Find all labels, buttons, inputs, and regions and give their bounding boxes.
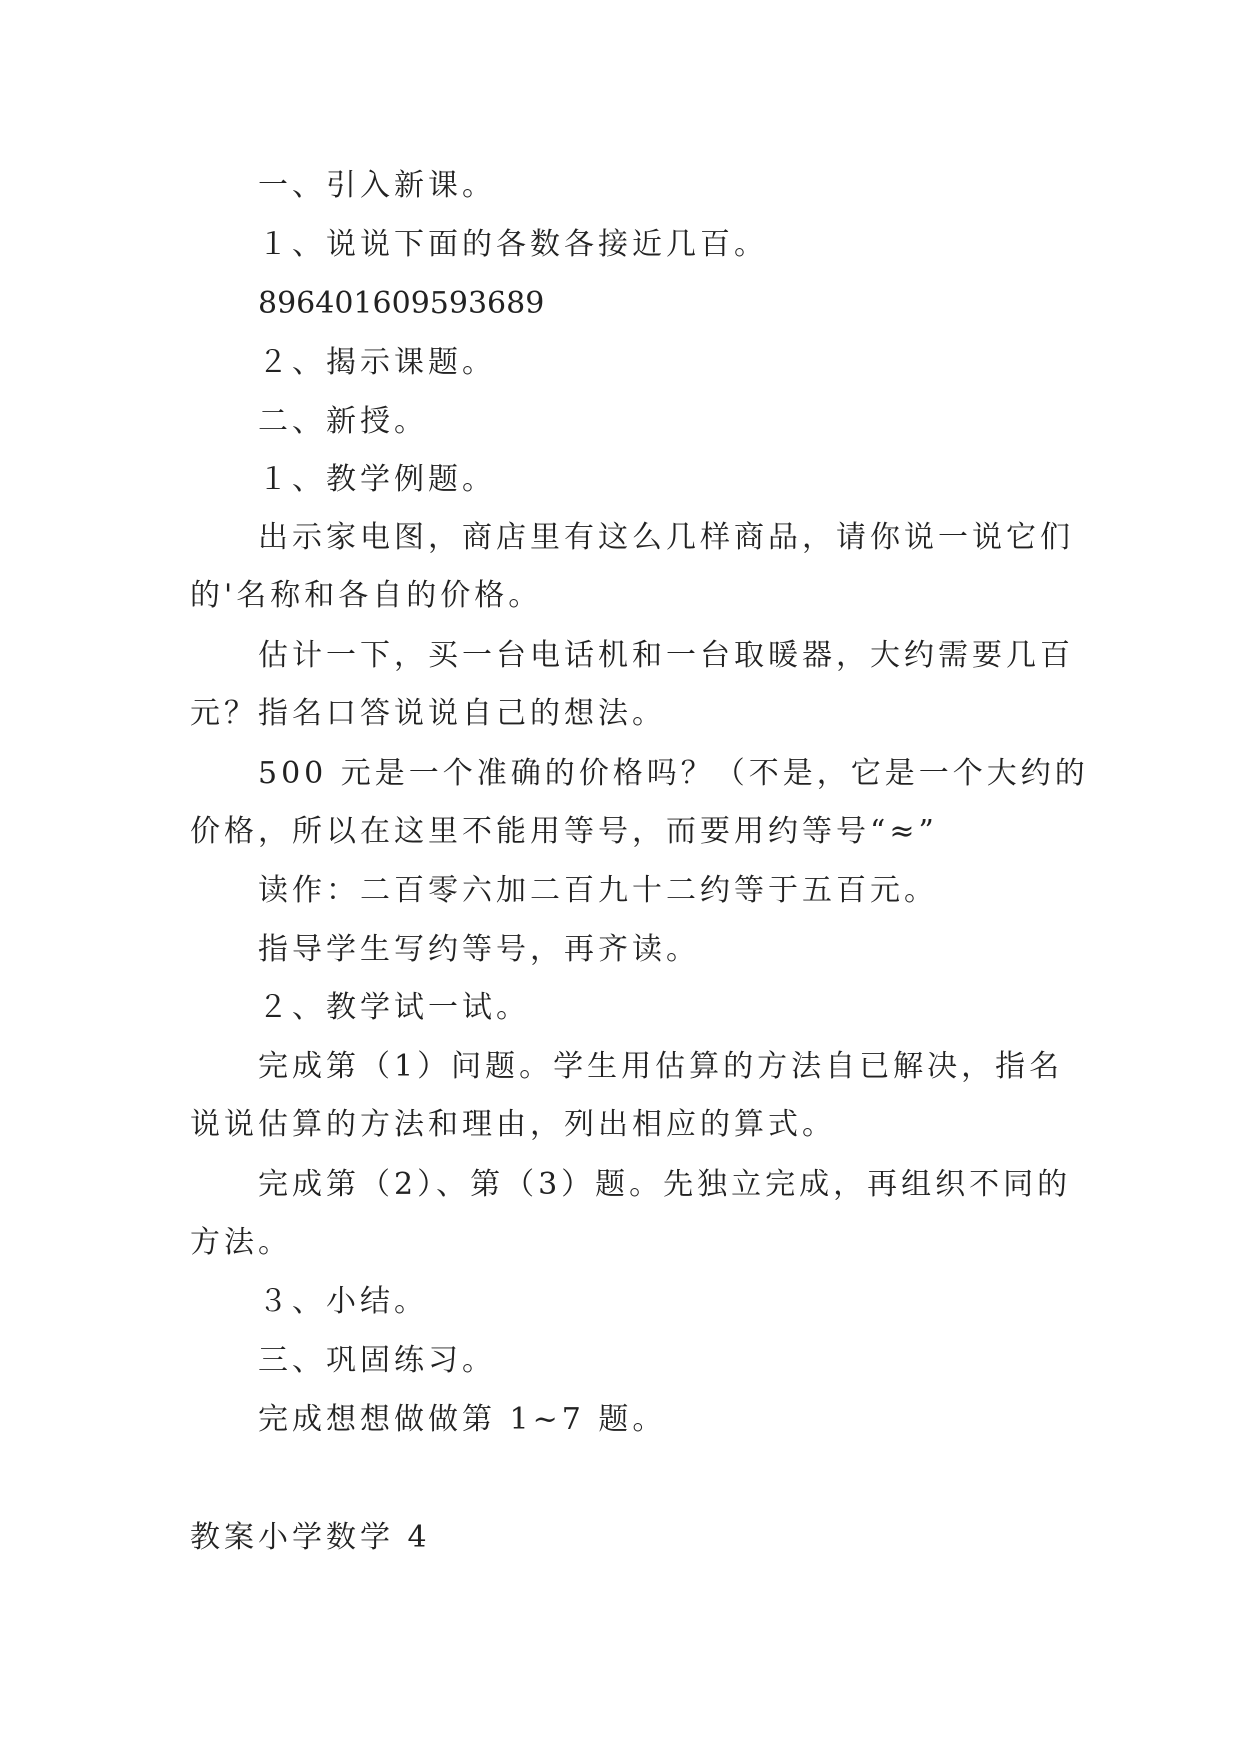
document-title: 教案小学数学 4: [190, 1520, 431, 1555]
paragraph-line: 价格，所以在这里不能用等号，而要用约等号“≈”: [190, 814, 938, 849]
paragraph-line: 完成第（1）问题。学生用估算的方法自已解决，指名: [258, 1049, 1064, 1084]
section-heading: 二、新授。: [258, 404, 428, 439]
section-heading: 三、巩固练习。: [258, 1343, 496, 1378]
paragraph-line: 指导学生写约等号，再齐读。: [258, 932, 700, 967]
paragraph-line: 元？指名口答说说自己的想法。: [190, 696, 666, 731]
step-line: ２、教学试一试。: [258, 990, 530, 1025]
paragraph-line: 完成想想做做第 1~7 题。: [258, 1402, 667, 1437]
paragraph-line: 完成第（2）、第（3）题。先独立完成，再组织不同的: [258, 1167, 1072, 1202]
paragraph-line: 方法。: [190, 1225, 292, 1260]
paragraph-line: 读作：二百零六加二百九十二约等于五百元。: [258, 873, 938, 908]
section-heading: 一、引入新课。: [258, 168, 496, 203]
paragraph-line: 说说估算的方法和理由，列出相应的算式。: [190, 1107, 836, 1142]
step-line: １、教学例题。: [258, 462, 496, 497]
paragraph-line: 出示家电图，商店里有这么几样商品，请你说一说它们: [258, 520, 1074, 555]
paragraph-line: 估计一下，买一台电话机和一台取暖器，大约需要几百: [258, 638, 1074, 673]
paragraph-line: 的'名称和各自的价格。: [190, 578, 543, 613]
step-line: ３、小结。: [258, 1284, 428, 1319]
paragraph-line: 500 元是一个准确的价格吗？（不是，它是一个大约的: [258, 756, 1089, 791]
step-line: ２、揭示课题。: [258, 345, 496, 380]
number-sequence: 896401609593689: [258, 286, 545, 321]
step-line: １、说说下面的各数各接近几百。: [258, 227, 768, 262]
